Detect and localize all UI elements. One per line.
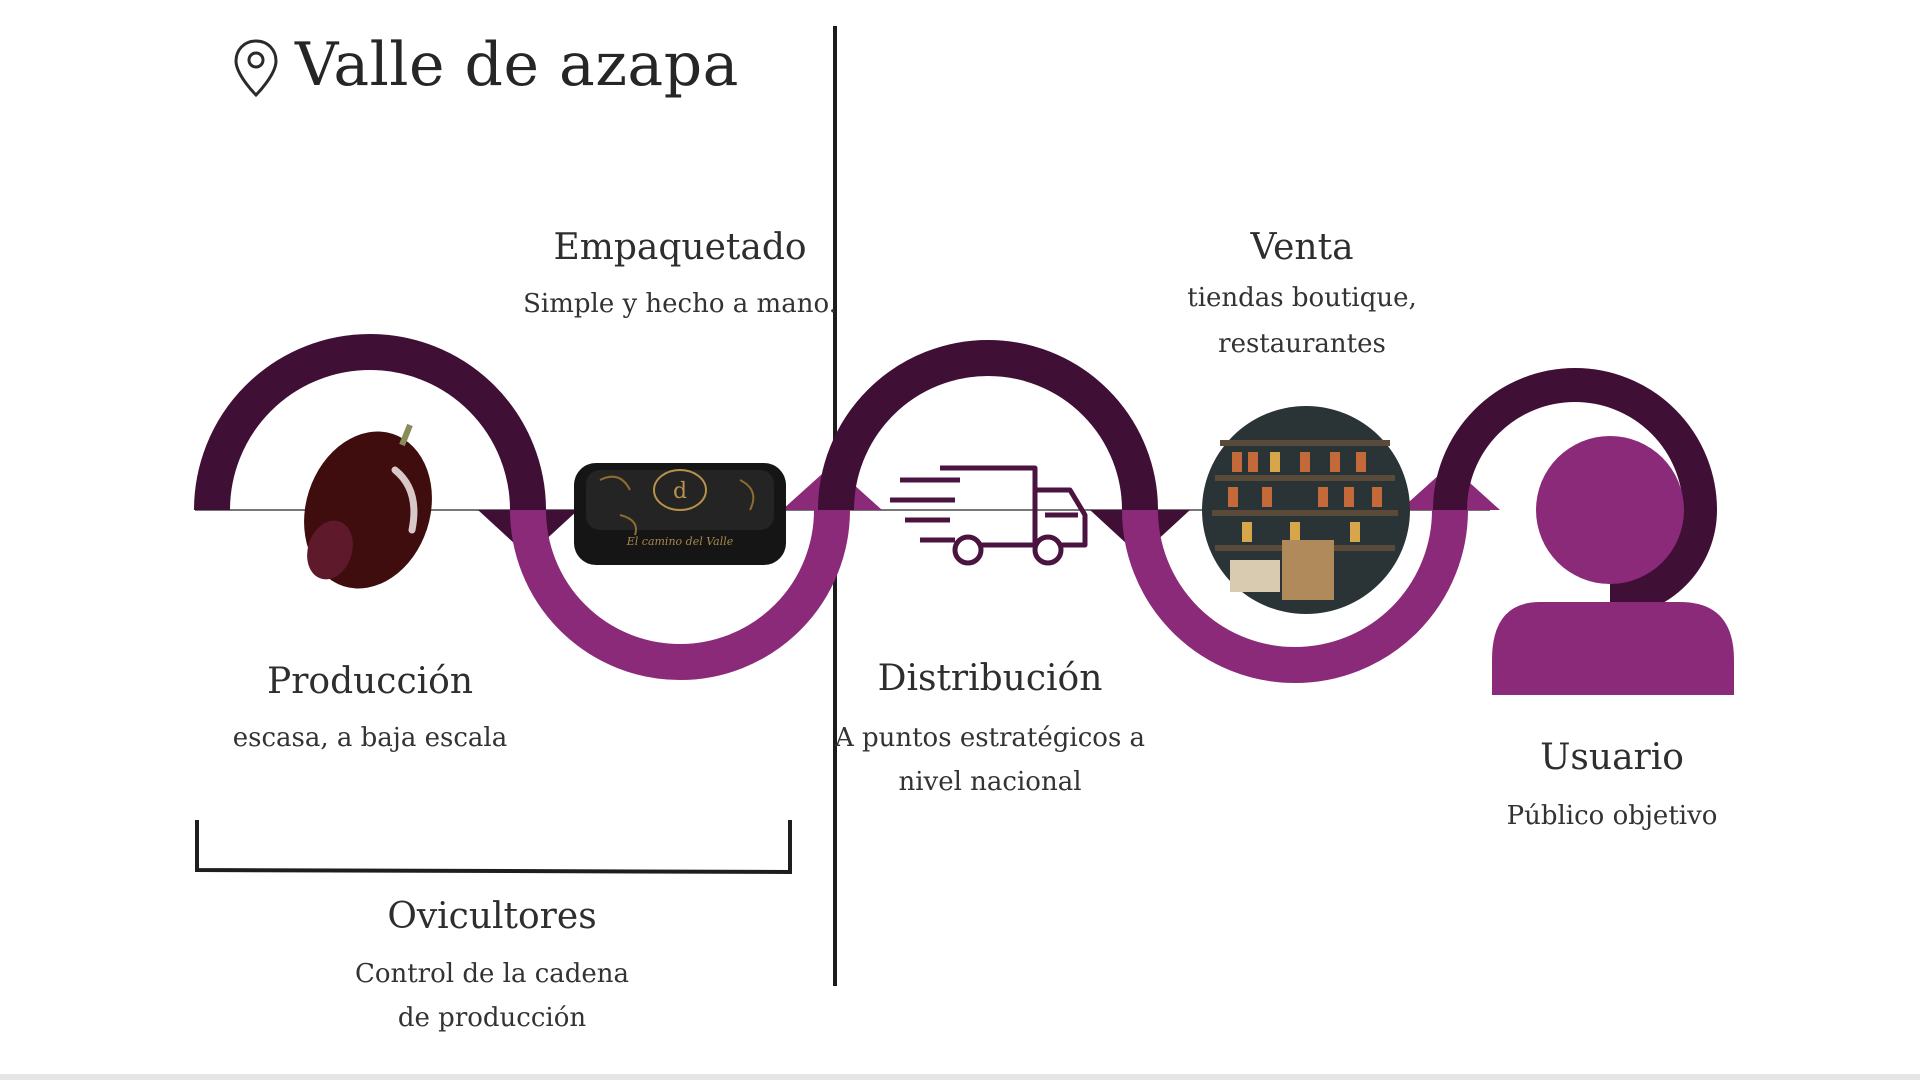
stage-produccion-title: Producción <box>266 661 474 702</box>
stage-distribucion-title: Distribución <box>877 658 1103 699</box>
stage-produccion-desc: escasa, a baja escala <box>232 723 508 753</box>
stage-venta-desc-1: tiendas boutique, <box>1187 283 1417 313</box>
group-ovicultores-desc-2: de producción <box>397 1003 587 1033</box>
package-box-icon <box>574 463 786 565</box>
ovicultores-bracket <box>197 820 790 872</box>
package-label: El camino del Valle <box>626 535 734 548</box>
stage-empaquetado-title: Empaquetado <box>553 227 807 268</box>
page-title: Valle de azapa <box>295 30 739 100</box>
stage-empaquetado-desc: Simple y hecho a mano. <box>523 289 837 319</box>
stage-distribucion-desc-2: nivel nacional <box>898 767 1082 797</box>
arc-distribucion <box>836 358 1140 510</box>
stage-usuario-desc: Público objetivo <box>1506 801 1718 831</box>
group-ovicultores-title: Ovicultores <box>387 896 597 937</box>
stage-usuario-title: Usuario <box>1540 737 1684 778</box>
footer-bar <box>0 1074 1920 1080</box>
group-ovicultores-desc-1: Control de la cadena <box>354 959 630 989</box>
olive-icon <box>284 415 451 605</box>
delivery-truck-icon <box>890 468 1085 563</box>
store-shelves-image <box>1202 406 1410 614</box>
svg-text:d: d <box>672 479 688 504</box>
stage-distribucion-desc-1: A puntos estratégicos a <box>834 723 1146 753</box>
stage-venta-desc-2: restaurantes <box>1218 329 1386 359</box>
stage-venta-title: Venta <box>1250 227 1354 268</box>
